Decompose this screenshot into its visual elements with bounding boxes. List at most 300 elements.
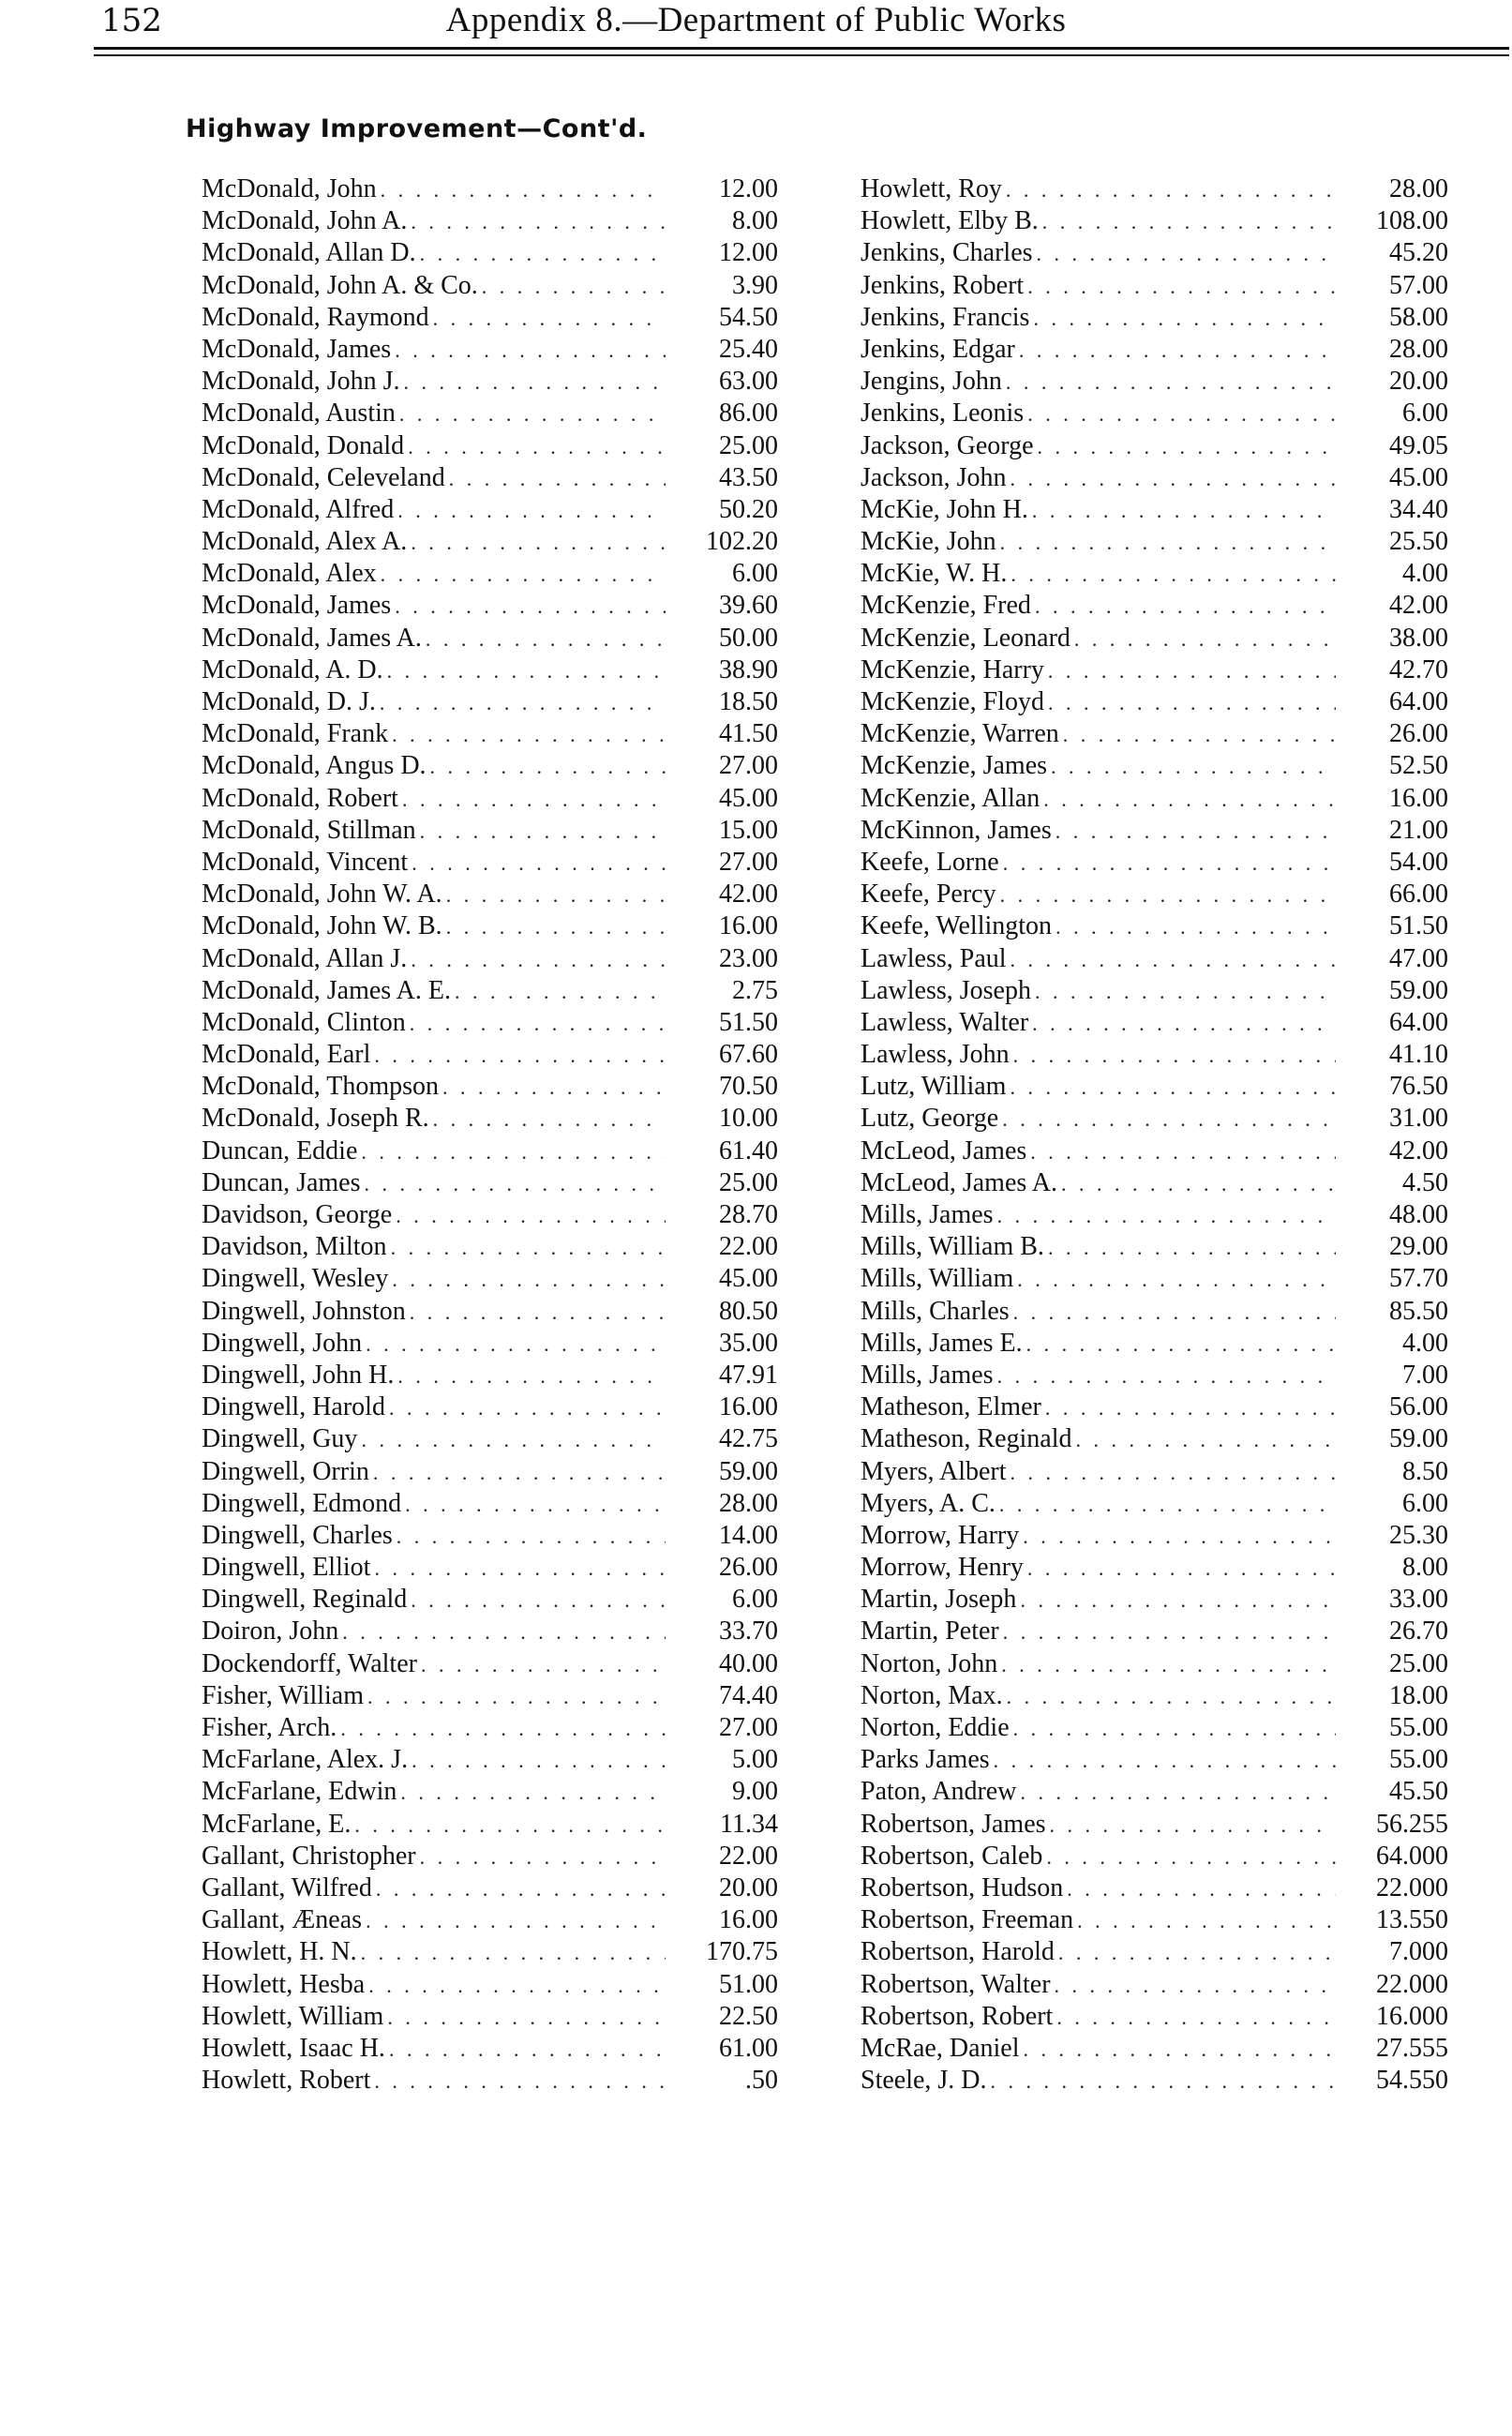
payment-amount: 13.550 xyxy=(1376,1905,1448,1935)
payment-amount: 25.50 xyxy=(1389,527,1448,557)
payment-amount: 64.00 xyxy=(1389,687,1448,716)
payee-name: McDonald, John A. & Co. xyxy=(202,270,478,300)
payment-amount: 15.00 xyxy=(719,815,778,845)
payee-name: Robertson, Walter xyxy=(861,1969,1051,1999)
dot-leader xyxy=(400,370,666,395)
payment-amount: 47.91 xyxy=(719,1360,778,1390)
list-item xyxy=(202,1264,778,1296)
list-item xyxy=(861,1072,1448,1104)
payee-name: Dingwell, John xyxy=(202,1328,363,1358)
payment-amount: 51.00 xyxy=(719,1969,778,1999)
payment-amount: 49.05 xyxy=(1389,430,1448,460)
list-item xyxy=(202,687,778,719)
list-item xyxy=(202,1232,778,1264)
payee-name: McDonald, Allan D. xyxy=(202,238,416,268)
payee-name: Steele, J. D. xyxy=(861,2066,987,2096)
payee-name: Martin, Joseph xyxy=(861,1585,1017,1615)
list-item xyxy=(202,848,778,880)
payee-name: McDonald, A. D. xyxy=(202,654,383,684)
list-item xyxy=(861,1297,1448,1329)
dot-leader xyxy=(416,1845,666,1870)
dot-leader xyxy=(391,338,666,363)
payee-name: McDonald, Clinton xyxy=(202,1007,406,1037)
payee-name: McKenzie, Floyd xyxy=(861,687,1044,716)
dot-leader xyxy=(361,1172,666,1196)
payee-name: Morrow, Harry xyxy=(861,1520,1020,1550)
payee-name: McDonald, Austin xyxy=(202,398,396,429)
payee-name: Dingwell, Wesley xyxy=(202,1264,389,1294)
section-heading: Highway Improvement—Cont'd. xyxy=(186,114,648,143)
list-item xyxy=(202,591,778,623)
payee-name: McKie, W. H. xyxy=(861,559,1008,589)
payee-name: Myers, A. C. xyxy=(861,1488,996,1518)
payee-name: McDonald, Alex xyxy=(202,559,377,589)
dot-leader xyxy=(1006,1075,1336,1100)
payment-amount: 25.00 xyxy=(1389,1648,1448,1678)
payment-amount: 74.40 xyxy=(719,1680,778,1710)
dot-leader xyxy=(1020,2038,1337,2062)
payment-amount: 28.00 xyxy=(1389,174,1448,203)
payment-amount: 56.00 xyxy=(1389,1392,1448,1422)
payment-amount: 48.00 xyxy=(1389,1200,1448,1229)
list-item xyxy=(202,1457,778,1489)
dot-leader xyxy=(388,723,666,747)
list-item xyxy=(861,1745,1448,1777)
list-item xyxy=(861,238,1448,270)
payment-amount: 57.70 xyxy=(1389,1264,1448,1294)
list-item xyxy=(861,2066,1448,2098)
payment-amount: 7.00 xyxy=(1402,1360,1448,1390)
list-item xyxy=(202,1008,778,1040)
payee-name: McLeod, James A. xyxy=(861,1167,1057,1197)
payment-amount: 25.00 xyxy=(719,430,778,460)
list-item xyxy=(861,1553,1448,1585)
dot-leader xyxy=(1052,915,1336,940)
payee-name: Fisher, William xyxy=(202,1680,365,1710)
list-item xyxy=(202,624,778,655)
dot-leader xyxy=(388,1268,666,1292)
dot-leader xyxy=(1047,755,1336,779)
list-item xyxy=(861,1200,1448,1232)
payment-amount: 51.50 xyxy=(719,1007,778,1037)
payment-amount: 43.50 xyxy=(719,462,778,492)
dot-leader xyxy=(377,563,666,587)
payment-amount: 38.00 xyxy=(1389,623,1448,653)
dot-leader xyxy=(1051,1974,1336,1998)
payee-name: Lawless, Walter xyxy=(861,1007,1029,1037)
list-item xyxy=(202,1810,778,1842)
list-item xyxy=(861,1970,1448,2002)
dot-leader xyxy=(370,1556,666,1581)
dot-leader xyxy=(357,1941,666,1965)
dot-leader xyxy=(1024,1556,1336,1581)
dot-leader xyxy=(1053,2006,1336,2030)
list-item xyxy=(202,1489,778,1521)
payment-amount: 45.00 xyxy=(719,783,778,813)
list-item xyxy=(861,1329,1448,1361)
payee-name: Norton, Eddie xyxy=(861,1713,1010,1742)
dot-leader xyxy=(1002,178,1336,203)
dot-leader xyxy=(377,178,666,203)
dot-leader xyxy=(383,659,666,684)
list-item xyxy=(202,655,778,687)
payment-amount: 4.50 xyxy=(1402,1167,1448,1197)
dot-leader xyxy=(387,1236,666,1260)
payment-amount: 28.00 xyxy=(1389,334,1448,364)
payment-amount: 54.00 xyxy=(1389,847,1448,877)
payment-amount: 28.70 xyxy=(719,1200,778,1229)
payee-name: Duncan, Eddie xyxy=(202,1135,358,1165)
list-item xyxy=(202,238,778,270)
payee-name: McKenzie, Fred xyxy=(861,591,1031,621)
list-item xyxy=(861,624,1448,655)
dot-leader xyxy=(1007,467,1336,491)
payment-amount: 12.00 xyxy=(719,238,778,268)
payment-amount: 27.555 xyxy=(1376,2033,1448,2063)
list-item xyxy=(861,1489,1448,1521)
dot-leader xyxy=(442,883,666,908)
payee-name: McDonald, James xyxy=(202,334,392,364)
payment-amount: 20.00 xyxy=(719,1872,778,1902)
dot-leader xyxy=(1019,1525,1336,1549)
dot-leader xyxy=(408,1749,666,1773)
list-item xyxy=(202,1553,778,1585)
dot-leader xyxy=(1016,1588,1336,1613)
list-item xyxy=(861,880,1448,911)
payee-name: Davidson, Milton xyxy=(202,1232,387,1262)
payee-name: McDonald, John xyxy=(202,174,377,203)
payment-amount: 9.00 xyxy=(732,1777,778,1807)
payee-name: Keefe, Lorne xyxy=(861,847,999,877)
payment-amount: 3.90 xyxy=(732,270,778,300)
payee-name: McDonald, Stillman xyxy=(202,815,416,845)
payment-amount: 50.20 xyxy=(719,494,778,524)
list-item xyxy=(202,784,778,816)
dot-leader xyxy=(1024,275,1336,299)
payment-amount: 61.00 xyxy=(719,2033,778,2063)
payment-amount: 45.20 xyxy=(1389,238,1448,268)
dot-leader xyxy=(990,1749,1336,1773)
payment-amount: 25.40 xyxy=(719,334,778,364)
dot-leader xyxy=(429,1107,666,1132)
dot-leader xyxy=(1007,563,1336,587)
payee-name: Lawless, John xyxy=(861,1040,1010,1070)
dot-leader xyxy=(439,1075,666,1100)
dot-leader xyxy=(338,1620,666,1645)
list-item xyxy=(202,1072,778,1104)
left-column-list xyxy=(202,174,778,2098)
payment-amount: 45.00 xyxy=(1389,462,1448,492)
payment-amount: 22.00 xyxy=(719,1841,778,1871)
payee-name: Dingwell, Orrin xyxy=(202,1456,369,1486)
dot-leader xyxy=(994,1204,1336,1228)
list-item xyxy=(861,1585,1448,1616)
payee-name: Keefe, Wellington xyxy=(861,911,1053,941)
payment-amount: 26.00 xyxy=(1389,719,1448,749)
payee-name: McKie, John H. xyxy=(861,494,1028,524)
payee-name: McDonald, John W. B. xyxy=(202,911,442,941)
dot-leader xyxy=(427,755,666,779)
list-item xyxy=(861,1424,1448,1456)
payment-amount: 39.60 xyxy=(719,591,778,621)
payment-amount: 50.00 xyxy=(719,623,778,653)
payment-amount: 4.00 xyxy=(1402,559,1448,589)
payment-amount: 2.75 xyxy=(732,975,778,1005)
payment-amount: 5.00 xyxy=(732,1745,778,1775)
dot-leader xyxy=(1072,1428,1336,1452)
dot-leader xyxy=(365,1974,666,1998)
dot-leader xyxy=(1033,242,1336,266)
list-item xyxy=(861,1810,1448,1842)
list-item xyxy=(861,367,1448,398)
dot-leader xyxy=(406,1012,666,1036)
payee-name: Howlett, Robert xyxy=(202,2066,371,2096)
list-item xyxy=(202,1361,778,1392)
payee-name: McDonald, Vincent xyxy=(202,847,409,877)
list-item xyxy=(861,1040,1448,1072)
dot-leader xyxy=(370,1044,666,1068)
dot-leader xyxy=(1013,1268,1336,1292)
right-column-list xyxy=(861,174,1448,2098)
dot-leader xyxy=(997,1653,1336,1677)
payee-name: Dingwell, Guy xyxy=(202,1424,358,1454)
payee-name: McDonald, D. J. xyxy=(202,687,376,716)
payee-name: McDonald, James xyxy=(202,591,392,621)
list-item xyxy=(202,1168,778,1200)
list-item xyxy=(861,1361,1448,1392)
list-item xyxy=(202,2034,778,2066)
dot-leader xyxy=(397,1781,666,1805)
list-item xyxy=(861,1905,1448,1937)
dot-leader xyxy=(1063,1877,1336,1902)
payee-name: McDonald, James A. E. xyxy=(202,975,451,1005)
list-item xyxy=(202,1329,778,1361)
payee-name: Parks James xyxy=(861,1745,990,1775)
page-number: 152 xyxy=(101,2,162,39)
payee-name: Fisher, Arch. xyxy=(202,1713,337,1742)
payee-name: McFarlane, Edwin xyxy=(202,1777,397,1807)
payee-name: McDonald, John W. A. xyxy=(202,880,442,910)
dot-leader xyxy=(1073,1909,1336,1933)
list-item xyxy=(202,1040,778,1072)
list-item xyxy=(861,2034,1448,2066)
payee-name: Howlett, H. N. xyxy=(202,1937,357,1967)
payee-name: Jenkins, Robert xyxy=(861,270,1025,300)
dot-leader xyxy=(994,1364,1336,1389)
dot-leader xyxy=(391,594,666,619)
list-item xyxy=(202,1136,778,1168)
list-item xyxy=(861,655,1448,687)
dot-leader xyxy=(1029,307,1336,331)
payee-name: Jenkins, Leonis xyxy=(861,398,1025,429)
payee-name: McDonald, James A. xyxy=(202,623,422,653)
payee-name: Morrow, Henry xyxy=(861,1553,1024,1583)
payment-amount: 25.30 xyxy=(1389,1520,1448,1550)
dot-leader xyxy=(987,2069,1336,2094)
list-item xyxy=(202,976,778,1008)
payee-name: Matheson, Reginald xyxy=(861,1424,1072,1454)
list-item xyxy=(861,559,1448,591)
dot-leader xyxy=(1046,1813,1336,1838)
payee-name: Mills, James xyxy=(861,1360,994,1390)
dot-leader xyxy=(1023,1332,1336,1357)
dot-leader xyxy=(406,1301,666,1325)
payment-amount: 66.00 xyxy=(1389,880,1448,910)
payee-name: McDonald, Frank xyxy=(202,719,389,749)
list-item xyxy=(861,816,1448,848)
dot-leader xyxy=(408,851,666,876)
payment-amount: 16.000 xyxy=(1376,2001,1448,2031)
list-item xyxy=(861,495,1448,527)
payment-amount: 102.20 xyxy=(706,527,778,557)
payee-name: Howlett, Roy xyxy=(861,174,1002,203)
payee-name: McKenzie, Harry xyxy=(861,654,1044,684)
payment-amount: 45.00 xyxy=(719,1264,778,1294)
dot-leader xyxy=(416,242,666,266)
payee-name: McDonald, Thompson xyxy=(202,1072,440,1102)
dot-leader xyxy=(996,883,1336,908)
payment-amount: 27.00 xyxy=(719,751,778,781)
payment-amount: 54.550 xyxy=(1376,2066,1448,2096)
payee-name: McKenzie, James xyxy=(861,751,1048,781)
list-item xyxy=(861,271,1448,303)
payment-amount: 27.00 xyxy=(719,847,778,877)
dot-leader xyxy=(357,1428,666,1452)
payment-amount: 64.00 xyxy=(1389,1007,1448,1037)
payee-name: McDonald, John J. xyxy=(202,367,400,397)
payment-amount: 58.00 xyxy=(1389,302,1448,332)
payment-amount: 22.000 xyxy=(1376,1969,1448,1999)
dot-leader xyxy=(401,1493,666,1517)
list-item xyxy=(202,2002,778,2034)
list-item xyxy=(861,1168,1448,1200)
payment-amount: 56.255 xyxy=(1376,1809,1448,1839)
payment-amount: 6.00 xyxy=(1402,1488,1448,1518)
payee-name: McDonald, Allan J. xyxy=(202,943,408,973)
payee-name: Howlett, Isaac H. xyxy=(202,2033,385,2063)
payee-name: McLeod, James xyxy=(861,1135,1027,1165)
dot-leader xyxy=(1041,1396,1336,1421)
payee-name: McDonald, Angus D. xyxy=(202,751,427,781)
list-item xyxy=(202,751,778,783)
payment-amount: 16.00 xyxy=(719,911,778,941)
dot-leader xyxy=(407,948,666,972)
payment-amount: 4.00 xyxy=(1402,1328,1448,1358)
dot-leader xyxy=(1031,980,1336,1004)
payee-name: Jengins, John xyxy=(861,367,1002,397)
payment-amount: .50 xyxy=(745,2066,778,2096)
dot-leader xyxy=(1028,499,1336,523)
payment-amount: 170.75 xyxy=(706,1937,778,1967)
payee-name: McKie, John xyxy=(861,527,996,557)
payee-name: Mills, James xyxy=(861,1200,994,1229)
payee-name: Matheson, Elmer xyxy=(861,1392,1041,1422)
list-item xyxy=(861,206,1448,238)
payee-name: McDonald, Alfred xyxy=(202,494,395,524)
dot-leader xyxy=(1034,435,1336,459)
list-item xyxy=(202,816,778,848)
payment-amount: 45.50 xyxy=(1389,1777,1448,1807)
list-item xyxy=(202,1392,778,1424)
dot-leader xyxy=(999,1620,1336,1645)
list-item xyxy=(202,944,778,976)
list-item xyxy=(202,1937,778,1969)
running-title: Appendix 8.—Department of Public Works xyxy=(445,1,1067,39)
payee-name: Dingwell, Elliot xyxy=(202,1553,371,1583)
payment-amount: 11.34 xyxy=(720,1809,778,1839)
list-item xyxy=(202,1777,778,1809)
list-item xyxy=(861,1457,1448,1489)
list-item xyxy=(861,1008,1448,1040)
dot-leader xyxy=(385,2038,666,2062)
dot-leader xyxy=(999,851,1336,876)
dot-leader xyxy=(445,467,666,491)
dot-leader xyxy=(372,1877,666,1902)
list-item xyxy=(861,303,1448,335)
payment-amount: 21.00 xyxy=(1389,815,1448,845)
header-rule-bottom xyxy=(94,54,1509,56)
payment-amount: 28.00 xyxy=(719,1488,778,1518)
payee-name: Robertson, Harold xyxy=(861,1937,1055,1967)
dot-leader xyxy=(1055,1941,1336,1965)
payee-name: Dingwell, Edmond xyxy=(202,1488,402,1518)
payment-amount: 42.70 xyxy=(1389,654,1448,684)
payment-amount: 63.00 xyxy=(719,367,778,397)
dot-leader xyxy=(429,307,666,331)
payment-amount: 86.00 xyxy=(719,398,778,429)
payee-name: Norton, Max. xyxy=(861,1680,1003,1710)
list-item xyxy=(861,1521,1448,1553)
dot-leader xyxy=(351,1813,666,1838)
payment-amount: 6.00 xyxy=(732,559,778,589)
dot-leader xyxy=(1010,1044,1336,1068)
dot-leader xyxy=(1040,788,1336,812)
list-item xyxy=(202,1905,778,1937)
payee-name: Mills, James E. xyxy=(861,1328,1023,1358)
payment-amount: 64.000 xyxy=(1376,1841,1448,1871)
payee-name: Martin, Peter xyxy=(861,1616,999,1647)
payment-amount: 40.00 xyxy=(719,1648,778,1678)
payee-name: Gallant, Wilfred xyxy=(202,1872,372,1902)
dot-leader xyxy=(394,1364,666,1389)
payee-name: Lutz, George xyxy=(861,1104,999,1134)
payment-amount: 31.00 xyxy=(1389,1104,1448,1134)
payee-name: Davidson, George xyxy=(202,1200,393,1229)
payee-name: Lutz, William xyxy=(861,1072,1007,1102)
payment-amount: 59.00 xyxy=(1389,975,1448,1005)
dot-leader xyxy=(1042,1845,1336,1870)
payee-name: Doiron, John xyxy=(202,1616,339,1647)
list-item xyxy=(202,1873,778,1905)
payee-name: Jenkins, Edgar xyxy=(861,334,1015,364)
list-item xyxy=(202,1521,778,1553)
payee-name: Lawless, Paul xyxy=(861,943,1007,973)
payee-name: Jackson, John xyxy=(861,462,1007,492)
payment-amount: 70.50 xyxy=(719,1072,778,1102)
payee-name: Myers, Albert xyxy=(861,1456,1007,1486)
list-item xyxy=(202,1200,778,1232)
payment-amount: 85.50 xyxy=(1389,1296,1448,1326)
dot-leader xyxy=(376,691,666,715)
payment-amount: 20.00 xyxy=(1389,367,1448,397)
list-item xyxy=(861,751,1448,783)
list-item xyxy=(202,463,778,495)
list-item xyxy=(202,2066,778,2098)
payment-amount: 41.50 xyxy=(719,719,778,749)
payee-name: Dingwell, Harold xyxy=(202,1392,385,1422)
payment-amount: 34.40 xyxy=(1389,494,1448,524)
payment-amount: 22.00 xyxy=(719,1232,778,1262)
